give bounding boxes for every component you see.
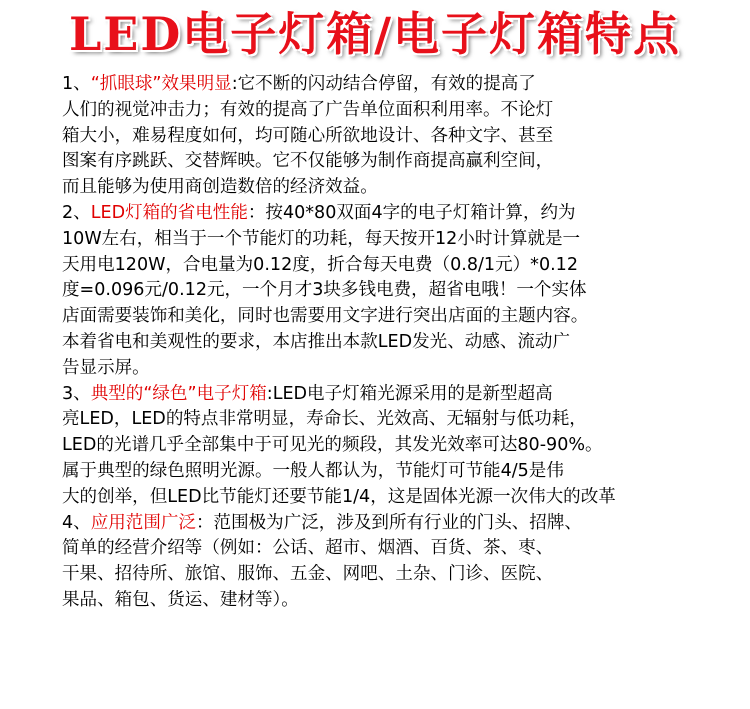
section-4-line-2: 简单的经营介绍等（例如：公话、超市、烟酒、百货、茶、枣、: [62, 538, 554, 559]
section-4-line-1: ：范围极为广泛，涉及到所有行业的门头、招牌、: [195, 512, 582, 533]
section-1-number: 1、: [62, 74, 91, 94]
section-2-line-7: 告显示屏。: [62, 357, 150, 378]
section-4-number: 4、: [62, 512, 91, 533]
page-title: LED电子灯箱/电子灯箱特点: [68, 7, 682, 61]
section-3-line-1: :LED电子灯箱光源采用的是新型超高: [266, 383, 553, 404]
section-3-number: 3、: [62, 383, 91, 404]
section-1-line-2: 人们的视觉冲击力；有效的提高了广告单位面积利用率。不论灯: [62, 99, 554, 120]
section-2-line-3: 天用电120W，合电量为0.12度，折合每天电费（0.8/1元）*0.12: [62, 254, 579, 275]
section-3-line-3: LED的光谱几乎全部集中于可见光的频段，其发光效率可达80-90%。: [62, 435, 603, 456]
section-3-line-2: 亮LED，LED的特点非常明显，寿命长、光效高、无辐射与低功耗，: [62, 409, 587, 430]
section-3-first-line: [62, 382, 748, 408]
section-2-first-line: [62, 201, 748, 227]
section-4-first-line: [62, 511, 748, 537]
section-2-line-2: 10W左右，相当于一个节能灯的功耗，每天按开12小时计算就是一: [62, 228, 581, 249]
section-2-line-4: 度=0.096元/0.12元，一个月才3块多钱电费，超省电哦！一个实体: [62, 280, 587, 301]
section-3-line-5: 大的创举，但LED比节能灯还要节能1/4，这是固体光源一次伟大的改革: [62, 486, 616, 507]
section-4-line-4: 果品、箱包、货运、建材等）。: [62, 589, 299, 610]
feature-list: [62, 72, 750, 614]
section-1-line-3: 箱大小，难易程度如何，均可随心所欲地设计、各种文字、甚至: [62, 125, 554, 146]
section-4-line-3: 干果、招待所、旅馆、服饰、五金、网吧、土杂、门诊、医院、: [62, 564, 554, 585]
section-2-heading: LED灯箱的省电性能: [90, 202, 248, 223]
section-2-line-5: 店面需要装饰和美化，同时也需要用文字进行突出店面的主题内容。: [62, 306, 589, 327]
section-1-line-5: 而且能够为使用商创造数倍的经济效益。: [62, 177, 378, 198]
section-2-line-6: 本着省电和美观性的要求，本店推出本款LED发光、动感、流动广: [62, 331, 571, 352]
section-2-line-1: ：按40*80双面4字的电子灯箱计算，约为: [247, 202, 576, 223]
section-1-heading: “抓眼球”效果明显: [90, 74, 232, 94]
section-1-line-1: :它不断的闪动结合停留，有效的提高了: [231, 74, 536, 94]
section-3-heading: 典型的“绿色”电子灯箱: [90, 383, 267, 404]
section-2-number: 2、: [62, 202, 91, 223]
section-3-line-4: 属于典型的绿色照明光源。一般人都认为，节能灯可节能4/5是伟: [62, 460, 564, 481]
section-1-line-4: 图案有序跳跃、交替辉映。它不仅能够为制作商提高赢利空间，: [62, 151, 554, 172]
section-4-heading: 应用范围广泛: [90, 512, 196, 533]
section-1-first-line: [62, 72, 748, 98]
